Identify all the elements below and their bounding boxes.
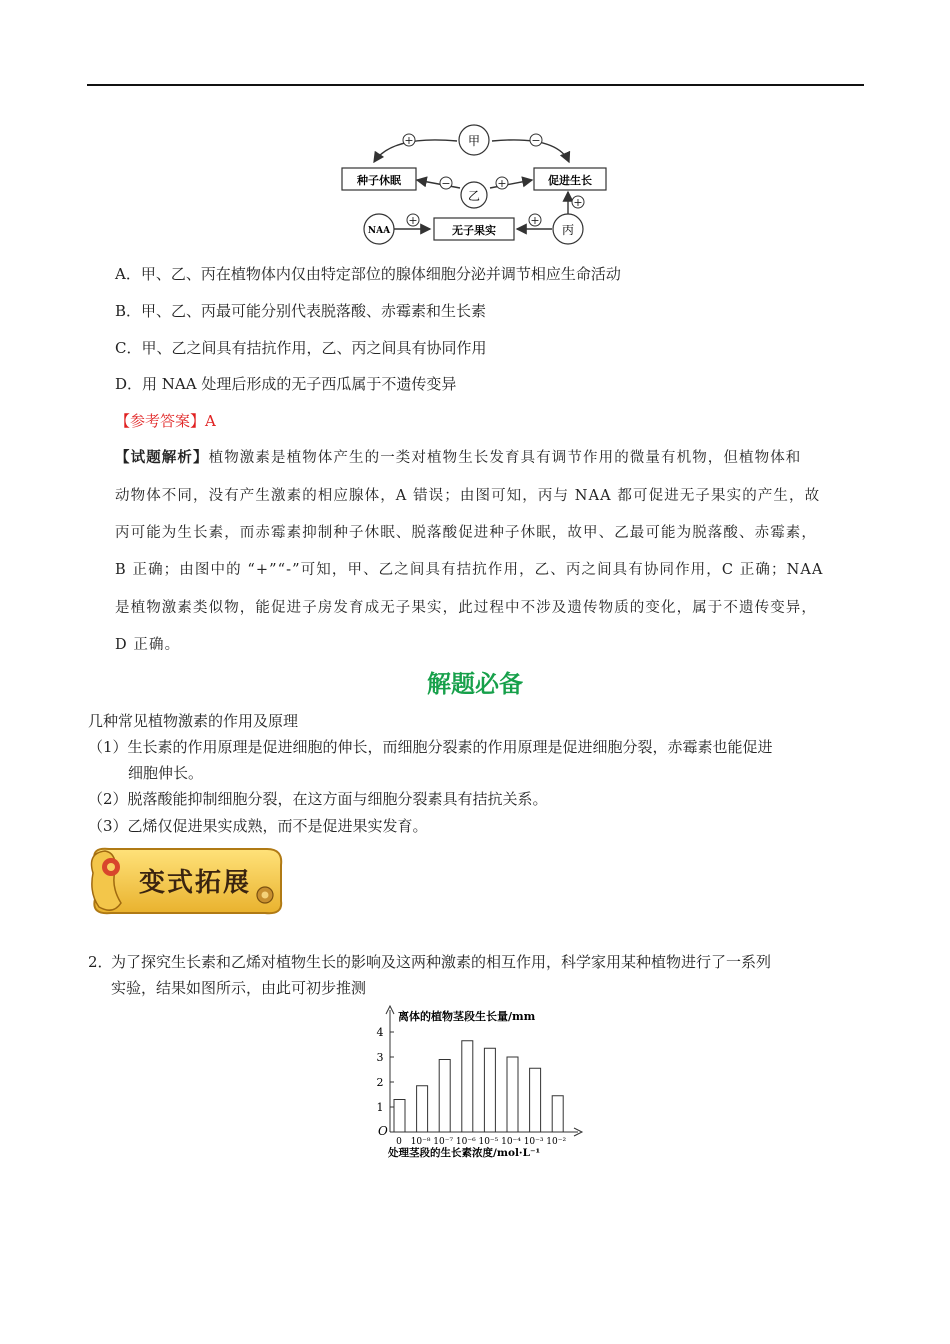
x-axis-label: 处理茎段的生长素浓度/mol·L⁻¹ — [388, 1147, 541, 1159]
arrow-yi-dormancy — [417, 180, 460, 188]
section-item-3: （3）乙烯仅促进果实成熟，而不是促进果实发育。 — [88, 817, 428, 835]
answer-label: 【参考答案】 — [115, 412, 206, 430]
option-a: A．甲、乙、丙在植物体内仅由特定部位的腺体细胞分泌并调节相应生命活动 — [115, 265, 621, 283]
analysis-line-5: 是植物激素类似物，能促进子房发育成无子果实，此过程中不涉及遗传物质的变化，属于不遗传变异， — [115, 600, 817, 616]
sign-plus: + — [404, 134, 414, 147]
box-dormancy-label: 种子休眠 — [357, 174, 401, 187]
x-tick-label: 10⁻³ — [523, 1137, 544, 1147]
bar-1 — [417, 1086, 428, 1132]
bar-3 — [462, 1041, 473, 1132]
analysis-text: 植物激素是植物体产生的一类对植物生长发育具有调节作用的微量有机物，但植物体和 — [208, 450, 802, 466]
sign-plus: + — [573, 196, 583, 209]
analysis-line-2: 动物体不同，没有产生激素的相应腺体，A 错误；由图可知，丙与 NAA 都可促进无子果实的产生，故 — [115, 488, 821, 504]
bar-0 — [394, 1100, 405, 1133]
analysis-line-6: D 正确。 — [115, 637, 181, 653]
question2-line1: 为了探究生长素和乙烯对植物生长的影响及这两种激素的相互作用，科学家用某种植物进行了一系列 — [111, 953, 772, 971]
question2-line2: 实验，结果如图所示，由此可初步推测 — [111, 979, 367, 997]
option-c: C．甲、乙之间具有拮抗作用，乙、丙之间具有协同作用 — [115, 339, 487, 357]
y-tick-label: 2 — [376, 1076, 384, 1089]
bar-7 — [552, 1096, 563, 1132]
x-tick-label: 0 — [396, 1137, 402, 1147]
node-bing-label: 丙 — [561, 223, 575, 237]
bar-4 — [484, 1048, 495, 1132]
x-tick-label: 10⁻⁶ — [455, 1137, 476, 1147]
section-item-1-cont: 细胞伸长。 — [128, 764, 204, 782]
y-tick-label: 1 — [376, 1101, 384, 1114]
sign-minus: − — [531, 134, 541, 147]
banner-text: 变式拓展 — [138, 868, 252, 898]
y-tick-label: 3 — [376, 1051, 384, 1064]
y-tick-label: 4 — [376, 1026, 384, 1039]
arrow-jia-dormancy — [374, 140, 457, 162]
chart-title: 离体的植物茎段生长量/mm — [398, 1010, 536, 1023]
origin-label: O — [378, 1124, 388, 1138]
sign-minus: − — [441, 177, 451, 190]
answer-value: A — [205, 412, 216, 430]
section-item-1: （1）生长素的作用原理是促进细胞的伸长，而细胞分裂素的作用原理是促进细胞分裂，赤霉素也能促进 — [88, 738, 773, 756]
section-intro: 几种常见植物激素的作用及原理 — [88, 712, 299, 730]
x-tick-label: 10⁻⁴ — [501, 1137, 521, 1147]
box-growth-label: 促进生长 — [548, 174, 592, 187]
analysis-label: 【试题解析】 — [115, 449, 209, 466]
bar-2 — [439, 1060, 450, 1133]
bar-5 — [507, 1057, 518, 1132]
option-b: B．甲、乙、丙最可能分别代表脱落酸、赤霉素和生长素 — [115, 302, 487, 320]
x-tick-label: 10⁻⁸ — [410, 1137, 431, 1147]
sign-plus: + — [530, 214, 540, 227]
variant-banner — [87, 843, 287, 919]
option-d: D．用 NAA 处理后形成的无子西瓜属于不遗传变异 — [115, 375, 457, 393]
section-title: 解题必备 — [427, 670, 523, 698]
x-tick-label: 10⁻⁷ — [433, 1137, 454, 1147]
bar-6 — [530, 1068, 541, 1132]
section-item-2: （2）脱落酸能抑制细胞分裂，在这方面与细胞分裂素具有拮抗关系。 — [88, 790, 548, 808]
answer-line — [115, 410, 216, 431]
sign-plus: + — [408, 214, 418, 227]
node-naa-label: NAA — [367, 226, 391, 236]
node-yi-label: 乙 — [467, 189, 481, 203]
analysis-line-1 — [115, 446, 801, 467]
analysis-line-4: B 正确；由图中的 “+”“-”可知，甲、乙之间具有拮抗作用，乙、丙之间具有协同作用，C 正确；NAA — [115, 562, 824, 578]
hormone-diagram — [332, 120, 618, 250]
top-rule — [87, 84, 864, 86]
box-seedless-label: 无子果实 — [452, 224, 496, 237]
question2-number: 2． — [88, 953, 113, 971]
analysis-line-3: 丙可能为生长素，而赤霉素抑制种子休眠、脱落酸促进种子休眠，故甲、乙最可能为脱落酸、赤霉素， — [115, 525, 817, 541]
x-tick-label: 10⁻⁵ — [478, 1137, 499, 1147]
sign-plus: + — [497, 177, 507, 190]
x-tick-label: 10⁻² — [546, 1137, 567, 1147]
auxin-bar-chart — [368, 1004, 588, 1164]
node-jia-label: 甲 — [467, 134, 481, 148]
